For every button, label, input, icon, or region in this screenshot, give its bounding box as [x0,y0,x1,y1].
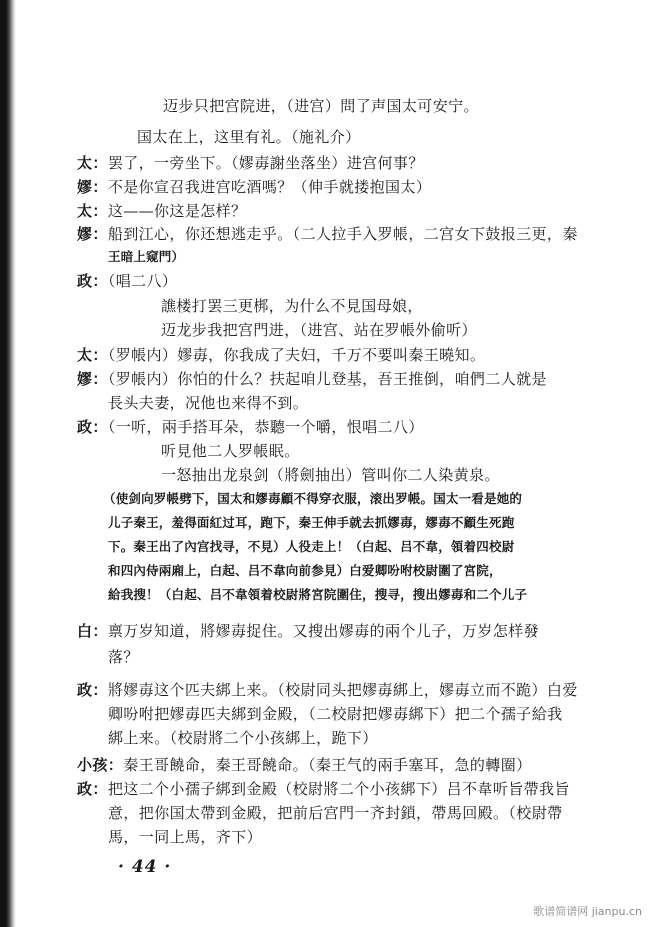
text-line [161,466,500,484]
line-text: 儿子秦王，羞得面紅过耳，跑下，秦王伸手就去抓嫪毐，嫪毐不顧生死跑 [108,515,515,530]
speaker-label: 嫪： [77,178,108,196]
text-line [163,97,479,115]
speaker-label: 政： [77,780,108,798]
speaker-label: 太： [77,346,108,364]
line-text: 長头夫妻，况他也来得不到。 [108,394,309,412]
line-text: （使剑向罗帳劈下，国太和嫪毐顧不得穿衣服，滚出罗帳。国太一看是她的 [103,491,523,506]
text-line [77,346,485,364]
text-line [161,321,477,339]
line-text: 罢了，一旁坐下。（嫪毐謝坐落坐）进宫何事？ [107,154,424,172]
line-text: 禀万岁知道，將嫪毐捉住。又搜出嫪毐的兩个儿子，万岁怎样發 [107,622,540,640]
line-text: 这——你这是怎样？ [107,202,247,220]
page-number: · 44 · [118,857,172,877]
line-text: 綁上来。（校尉將二个小孩綁上，跪下） [108,729,378,747]
text-line [77,202,246,220]
line-text: （罗帳内）嫪毐，你我成了夫妇，千万不要叫秦王曉知。 [107,346,486,364]
text-line [108,514,514,532]
text-line [108,648,139,666]
text-line [77,418,424,436]
line-text: 国太在上，这里有礼。（施礼介） [137,128,361,146]
speaker-label: 小孩： [77,756,124,774]
line-text: 落？ [108,648,139,666]
line-text: （唱二八） [107,272,178,290]
speaker-label: 太： [77,202,108,220]
speaker-label: 嫪： [77,225,108,243]
speaker-label: 嫪： [77,370,108,388]
text-line [77,681,578,699]
text-line [77,780,570,798]
page-number-value: 44 [131,857,158,877]
line-text: 馬，一同上馬，齐下） [108,828,263,846]
line-text: 听見他二人罗帳眠。 [161,442,300,460]
text-line [77,622,539,640]
site-watermark: 歌谱简谱网 jianpu.cn [533,905,642,918]
line-text: （一听，兩手搭耳朵，恭聽一个嚼，恨唱二八） [107,418,424,436]
line-text: 迈步只把宫院进，（进宫）問了声国太可安宁。 [163,97,479,115]
speaker-label: 白： [77,622,108,640]
line-text: 意，把你国太帶到金殿，把前后宫門一齐封鎖，帶馬回殿。（校尉帶 [108,804,563,822]
text-line [108,562,502,580]
line-text: 和四內侍兩廂上，白起、吕不韋向前参見）白爱卿吩咐校尉圍了宮院， [108,563,502,578]
line-text: 譙楼打罢三更梆，为什么不見国母娘， [161,297,423,315]
scan-edge [0,0,16,927]
line-text: 王暗上窥門） [108,249,185,264]
line-text: （罗帳内）你怕的什么？扶起咱儿登基，吾王推倒，咱們二人就是 [107,370,547,388]
text-line [108,394,308,412]
text-line [77,756,532,774]
text-line [137,128,361,146]
text-line [108,586,527,604]
text-line [161,297,423,315]
line-text: 卿吩咐把嫪毐匹夫綁到金殿，（二校尉把嫪毐綁下）把二个孺子給我 [108,705,563,723]
text-line [77,272,177,290]
text-line [77,370,547,388]
text-line [103,490,522,508]
text-line [108,729,378,747]
speaker-label: 政： [77,418,108,436]
line-text: 把这二个小孺子綁到金殿（校尉將二个小孩綁下）吕不韋听旨帶我旨 [107,780,570,798]
speaker-label: 政： [77,272,108,290]
text-line [77,154,424,172]
line-text: 一怒抽出龙泉剑（將劍抽出）管叫你二人染黄泉。 [161,466,500,484]
speaker-label: 政： [77,681,108,699]
text-line [108,248,184,266]
text-line [108,828,262,846]
text-line [161,442,300,460]
line-text: 不是你宣召我进宫吃酒嗎？（伸手就搂抱国太） [107,178,432,196]
line-text: 給我搜！（白起、吕不韋領着校尉將宮院圍住，搜寻，搜出嫪毐和二个儿子 [108,587,528,602]
text-line [77,178,431,196]
line-text: 下。秦王出了內宫找寻，不見）人役走上！（白起、吕不韋，領着四校尉 [108,539,515,554]
line-text: 秦王哥饒命，秦王哥饒命。（秦王气的兩手塞耳，急的轉圈） [123,756,532,774]
line-text: 迈龙步我把宫門进，（进宫、站在罗帳外偷听） [161,321,477,339]
speaker-label: 太： [77,154,108,172]
text-line [108,804,563,822]
line-text: 將嫪毐这个匹夫綁上来。（校尉同头把嫪毐綁上，嫪毐立而不跪）白爱 [107,681,578,699]
text-line [108,538,514,556]
text-line [108,705,563,723]
text-line [77,225,578,243]
line-text: 船到江心，你还想逃走乎。（二人拉手入罗帳，二宫女下鼓报三更，秦 [107,225,578,243]
